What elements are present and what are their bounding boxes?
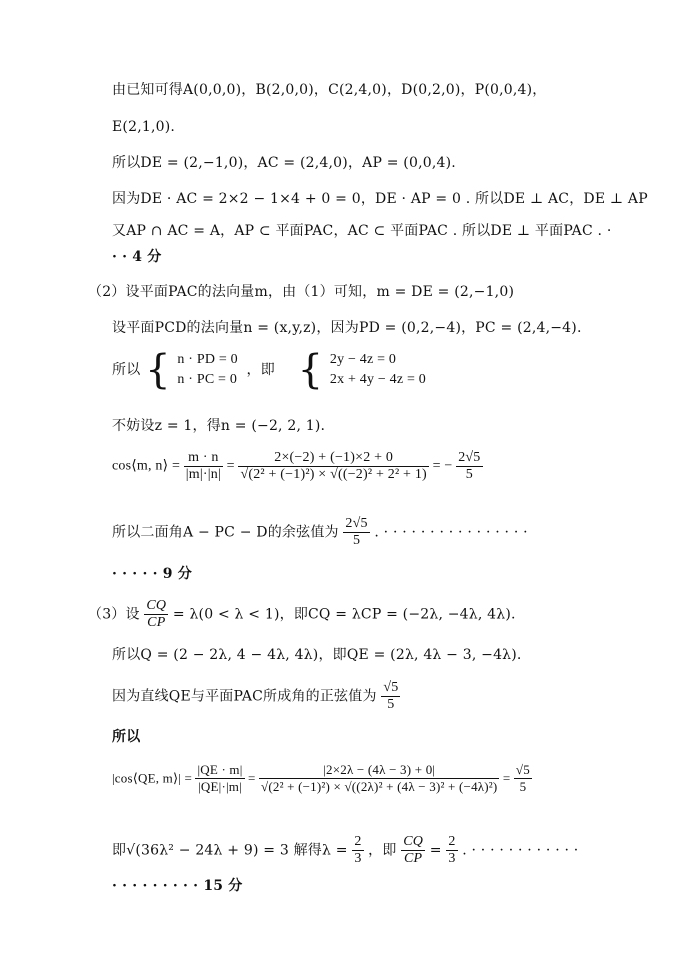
text-line-lambda [112,834,578,867]
fraction-calc-den: √(2² + (−1)²) × √((−2)² + 2² + 1) [240,467,427,482]
fraction-ratio-value [446,834,457,867]
fraction-ratio-num: CQ [403,834,424,849]
score-15: · · · · · · · · · 15 分 [112,878,243,894]
fraction-qe-result-num: √5 [515,762,530,777]
text-line-sine [112,680,400,713]
system-scalar [330,350,426,390]
system-mid: ，即 [246,362,275,378]
fraction-qe-calc [259,762,499,795]
text-line-part3 [88,598,516,631]
formula-abs-cos [112,762,532,795]
lambda-post: . · · · · · · · · · · · · [462,842,579,859]
abs-cos-eq: = [248,770,256,786]
lambda-mid: ，即 [368,842,397,859]
fraction-mn [184,450,223,483]
fraction-qe-calc-den: √(2² + (−1)²) × √((2λ)² + (4λ − 3)² + (−4λ)²) [261,779,498,794]
fraction-mn-num: m · n [184,450,223,467]
fraction-result [456,450,482,483]
dihedral-post: . · · · · · · · · · · · · · · · · [374,524,528,541]
text-line-so: 所以 [112,729,141,745]
fraction-qe-m-num: |QE · m| [197,762,243,777]
fraction-sine [381,680,400,713]
fraction-ratio-value-num: 2 [448,834,456,849]
score-9: · · · · · 9 分 [112,566,192,582]
text-line-dihedral [112,516,528,549]
equation-system-line [112,347,426,393]
fraction-ratio-den: CP [404,851,423,866]
cos-eq: = [226,458,235,474]
fraction-cq-cp-num: CQ [146,598,167,613]
fraction-lambda-num: 2 [354,834,362,849]
text-line-q-coord: 所以Q = (2 − 2λ, 4 − 4λ, 4λ)，即QE = (2λ, 4λ − 3, −4λ). [112,647,522,663]
fraction-result-den: 5 [465,467,473,482]
text-line-normal-n: 设平面PCD的法向量n = (x,y,z)，因为PD = (0,2,−4)，PC = (2,4,−4). [112,320,582,336]
cos-eq-2: = − [432,458,453,474]
fraction-ratio [401,834,425,867]
fraction-sine-num: √5 [383,680,399,695]
system-eq-1: n · PD = 0 [177,352,238,367]
fraction-lambda-den: 3 [354,851,362,866]
abs-cos-eq-2: = [502,770,511,786]
fraction-qe-m [195,762,244,795]
fraction-dihedral-den: 5 [352,533,361,548]
system-eq-4: 2x + 4y − 4z = 0 [329,372,426,387]
fraction-sine-den: 5 [387,697,395,712]
score-4: · · 4 分 [112,249,162,265]
text-line-n-solution: 不妨设z = 1，得n = (−2, 2, 1). [112,418,326,434]
system-lead: 所以 [112,362,141,378]
fraction-cq-cp-den: CP [147,615,166,630]
cos-lhs: cos⟨m, n⟩ = [112,458,181,474]
lambda-pre: 即√(36λ² − 24λ + 9) = 3 解得λ = [112,842,348,859]
text-line-part2-normal-m: （2）设平面PAC的法向量m，由（1）可知，m = DE = (2,−1,0) [88,284,515,300]
system-vector [177,350,237,390]
left-brace-2: { [297,347,324,393]
fraction-qe-result [514,762,532,795]
fraction-dihedral [343,516,369,549]
sine-pre: 因为直线QE与平面PAC所成角的正弦值为 [112,688,377,705]
fraction-calc-num: 2×(−2) + (−1)×2 + 0 [238,450,428,467]
fraction-lambda [352,834,363,867]
part3-post: = λ(0 < λ < 1)，即CQ = λCP = (−2λ, −4λ, 4λ). [172,606,516,623]
text-line-perpendicular: 又AP ∩ AC = A，AP ⊂ 平面PAC，AC ⊂ 平面PAC . 所以DE ⊥ 平面PAC . · [112,223,612,239]
fraction-dihedral-num: 2√5 [345,516,368,531]
part3-pre: （3）设 [88,606,140,623]
fraction-mn-den: |m|·|n| [185,467,221,482]
left-brace: { [145,347,171,393]
fraction-qe-result-den: 5 [519,779,527,794]
dihedral-pre: 所以二面角A − PC − D的余弦值为 [112,524,339,541]
formula-cos-mn [112,450,483,483]
fraction-cq-cp [144,598,168,631]
abs-cos-lhs: |cos⟨QE, m⟩| = [112,770,193,786]
text-line-vectors: 所以DE = (2,−1,0)，AC = (2,4,0)，AP = (0,0,4). [112,155,456,171]
fraction-result-num: 2√5 [458,450,481,465]
text-line-coordinates: 由已知可得A(0,0,0)，B(2,0,0)，C(2,4,0)，D(0,2,0)，P(0,0,4)， [112,82,547,98]
text-line-dot-products: 因为DE · AC = 2×2 − 1×4 + 0 = 0，DE · AP = 0 . 所以DE ⊥ AC，DE ⊥ AP [112,191,648,207]
system-eq-3: 2y − 4z = 0 [329,352,397,367]
fraction-qe-calc-num: |2×2λ − (4λ − 3) + 0| [259,762,499,779]
text-line-point-e: E(2,1,0). [112,119,176,135]
lambda-eq: = [429,842,442,859]
system-eq-2: n · PC = 0 [177,372,238,387]
fraction-ratio-value-den: 3 [448,851,456,866]
fraction-qe-m-den: |QE|·|m| [198,779,242,794]
fraction-calc [238,450,428,483]
